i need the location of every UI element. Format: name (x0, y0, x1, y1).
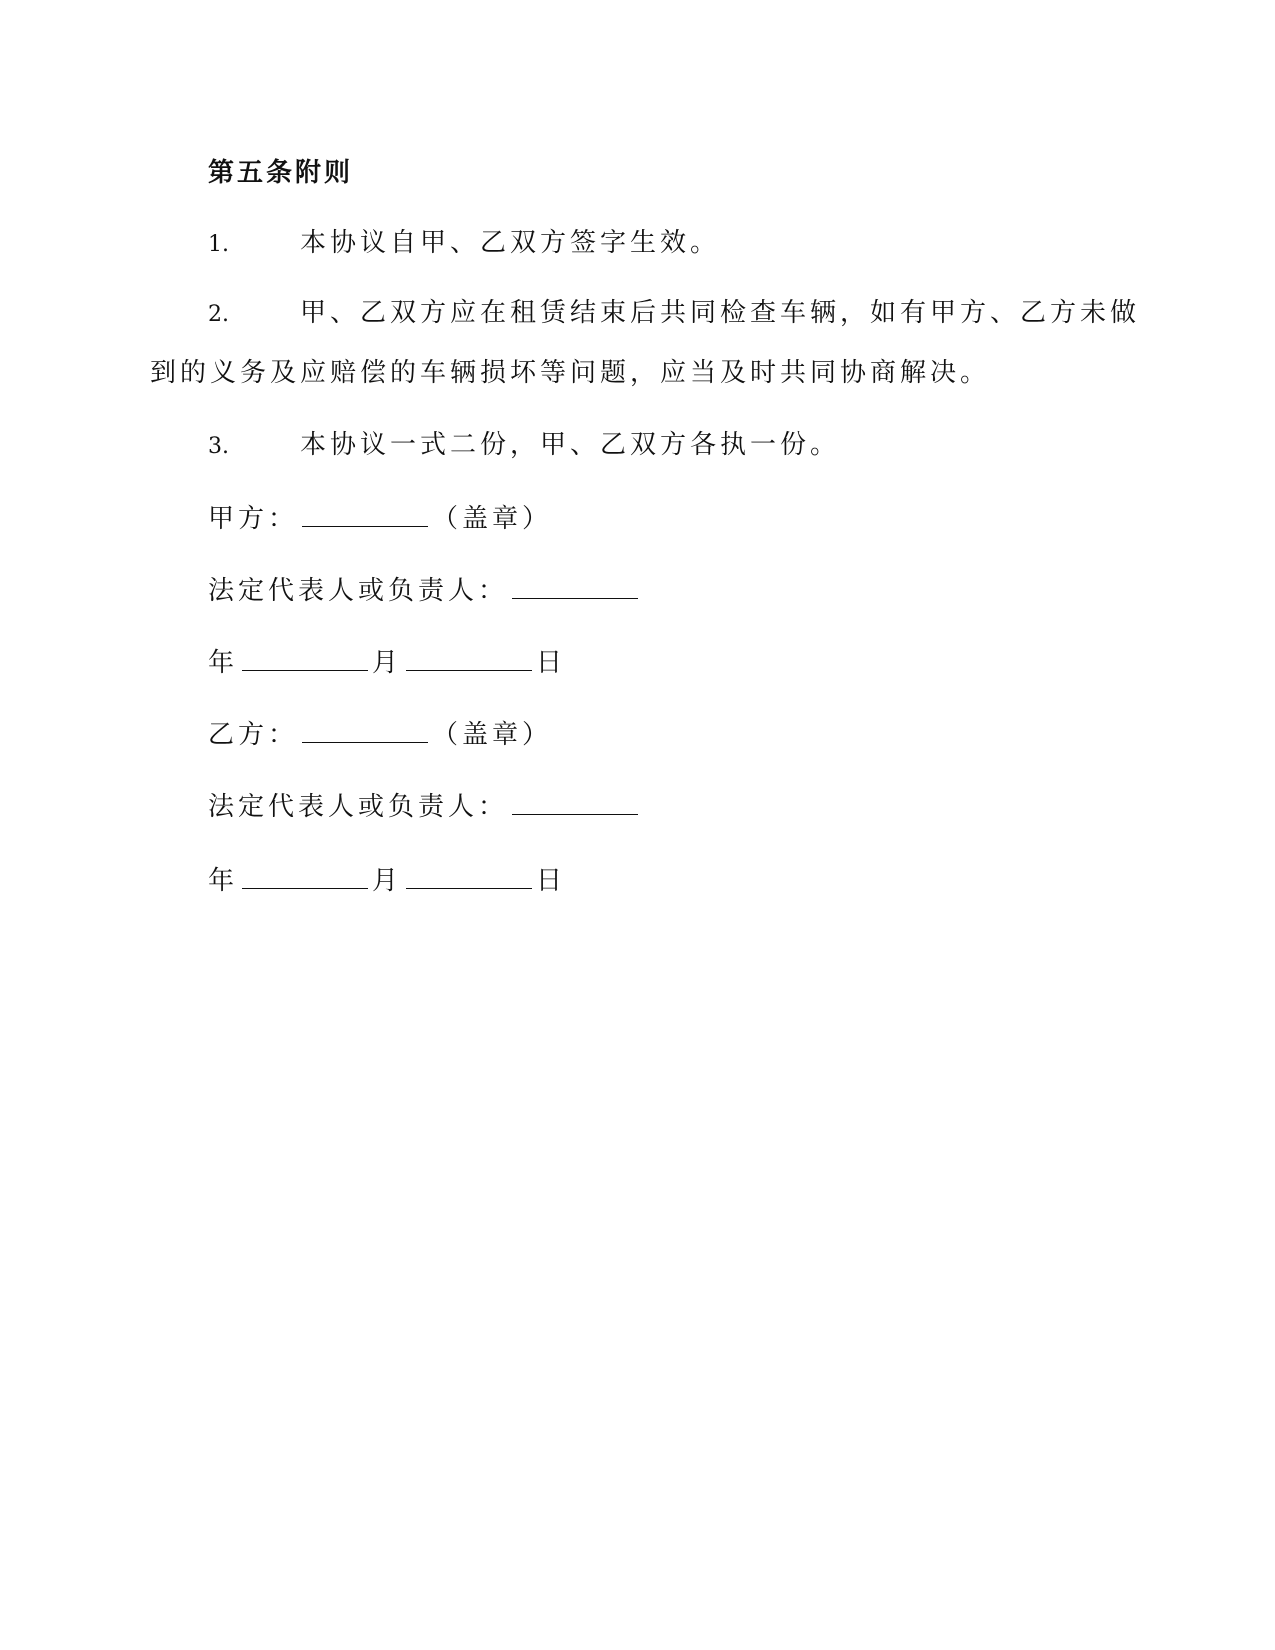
clause-2 (208, 296, 1140, 332)
day-blank[interactable] (406, 644, 532, 671)
clause-number: 2. (208, 302, 229, 327)
party-a-label: 甲方： (208, 504, 299, 534)
party-b-rep-line (208, 788, 642, 824)
clause-3 (208, 428, 840, 464)
year-label: 年 (208, 866, 239, 896)
day-label: 日 (536, 866, 567, 896)
party-b-blank[interactable] (302, 716, 428, 743)
party-b-seal: （盖章） (432, 720, 553, 750)
party-a-date-line (208, 644, 566, 680)
party-b-line (208, 716, 552, 752)
party-a-seal: （盖章） (432, 504, 553, 534)
party-a-line (208, 500, 552, 536)
day-label: 日 (536, 648, 567, 678)
clause-1 (208, 226, 720, 262)
month-blank[interactable] (242, 644, 368, 671)
party-b-rep-label: 法定代表人或负责人： (208, 792, 509, 822)
party-b-date-line (208, 862, 566, 898)
party-b-rep-blank[interactable] (512, 788, 638, 815)
clause-text: 本协议自甲、乙双方签字生效。 (300, 228, 721, 258)
party-a-rep-line (208, 572, 642, 608)
month-label: 月 (372, 648, 403, 678)
party-a-blank[interactable] (302, 500, 428, 527)
clause-number: 1. (208, 232, 229, 257)
clause-number: 3. (208, 434, 229, 459)
month-blank[interactable] (242, 862, 368, 889)
month-label: 月 (372, 866, 403, 896)
clause-text: 甲、乙双方应在租赁结束后共同检查车辆，如有甲方、乙方未做 (300, 298, 1141, 328)
section-heading: 第五条附则 (208, 158, 354, 188)
clause-text: 本协议一式二份，甲、乙双方各执一份。 (300, 430, 841, 460)
year-label: 年 (208, 648, 239, 678)
party-a-rep-label: 法定代表人或负责人： (208, 576, 509, 606)
party-b-label: 乙方： (208, 720, 299, 750)
day-blank[interactable] (406, 862, 532, 889)
party-a-rep-blank[interactable] (512, 572, 638, 599)
clause-2-continuation: 到的义务及应赔偿的车辆损坏等问题，应当及时共同协商解决。 (150, 358, 991, 388)
